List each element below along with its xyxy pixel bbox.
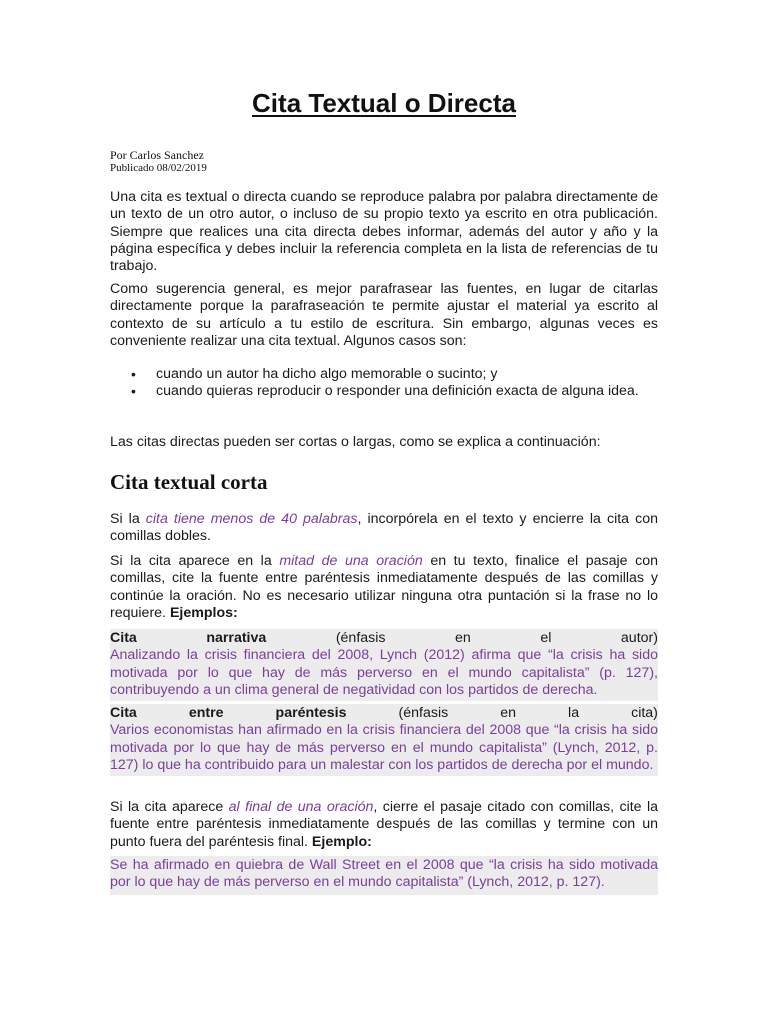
example-label-word: Cita [110, 630, 137, 646]
example-label-word: paréntesis [275, 705, 347, 721]
short-quote-paragraph-1 [110, 511, 658, 546]
example-note-word: el [540, 630, 552, 646]
publish-date: Publicado 08/02/2019 [110, 162, 207, 174]
highlight-text: al final de una oración [228, 799, 374, 815]
highlight-text: mitad de una oración [279, 553, 423, 569]
example-label-word: entre [188, 705, 224, 721]
example-text: Se ha afirmado en quiebra de Wall Street en el 2008 que “la crisis ha sido motivada por lo que hay de más perverso en el mundo capitalista” (Lynch, 2012, p. 127). [110, 857, 658, 891]
example-label-word: Cita [110, 705, 137, 721]
intro-paragraph-1: Una cita es textual o directa cuando se reproduce palabra por palabra directamente de un texto de un otro autor, o incluso de su propio texto ya escrito en otra publicación. Siempre que realices una cita directa debes informar, además del autor y año y la página específica y debes incluir la referencia completa en la lista de referencias de tu trabajo. [110, 189, 658, 275]
page-title: Cita Textual o Directa [252, 88, 516, 118]
example-heading [110, 705, 658, 722]
example-box-parenthetical [110, 704, 658, 776]
short-quote-paragraph-2 [110, 553, 658, 622]
bullet-icon: • [131, 366, 136, 382]
example-note-word: autor) [620, 630, 658, 646]
bold-label: Ejemplos: [169, 604, 238, 621]
example-label-word: narrativa [206, 630, 267, 646]
bullet-icon: • [131, 383, 136, 400]
highlight-text: cita tiene menos de 40 palabras [145, 511, 358, 527]
text-run: Si la [110, 511, 146, 527]
list-item-text: cuando quieras reproducir o responder una definición exacta de alguna idea. [156, 383, 639, 400]
example-note-word: cita) [631, 705, 658, 721]
text-run: , cierre el pasaje citado con comillas, cite la fuente entre paréntesis inmediatamente después de las comillas y termine con un punto fuera del paréntesis final. [110, 799, 659, 850]
intro-paragraph-2: Como sugerencia general, es mejor parafrasear las fuentes, en lugar de citarlas directamente porque la parafraseación te permite ajustar el material ya escrito al contexto de su artículo a tu estilo de escritura. Sin embargo, algunas veces es conveniente realizar una cita textual. Algunos casos son: [110, 281, 658, 349]
example-note-word: la [568, 705, 580, 721]
example-box-narrative [110, 629, 658, 701]
intro-paragraph-3: Las citas directas pueden ser cortas o largas, como se explica a continuación: [110, 434, 601, 450]
example-note-word: en [500, 705, 517, 721]
short-quote-paragraph-3 [110, 799, 658, 851]
bold-label: Ejemplo: [311, 833, 372, 850]
byline [110, 149, 207, 175]
example-heading [110, 630, 658, 647]
list-item-text: cuando un autor ha dicho algo memorable o sucinto; y [156, 366, 498, 382]
list-item [110, 383, 658, 400]
cases-list [110, 366, 658, 401]
example-note-word: en [455, 630, 471, 646]
example-note-word: (énfasis [335, 630, 386, 646]
example-box-end [110, 856, 658, 895]
list-item [110, 366, 658, 383]
text-run: en tu texto, finalice el pasaje con comillas, cite la fuente entre paréntesis inmediatamente después de las comillas y continúe la oración. No es necesario utilizar ninguna otra puntación si la frase no lo requiere. [110, 553, 658, 621]
author-line: Por Carlos Sanchez [110, 148, 204, 162]
example-text: Varios economistas han afirmado en la crisis financiera del 2008 que “la crisis ha sido motivada por lo que hay de más perverso en el mundo capitalista” (Lynch, 2012, p. 127) lo que ha contribuido para un malestar con los partidos de derecha por el mundo. [110, 722, 658, 773]
section-heading: Cita textual corta [110, 470, 268, 494]
text-run: , incorpórela en el texto y encierre la cita con comillas dobles. [110, 511, 658, 545]
example-text: Analizando la crisis financiera del 2008, Lynch (2012) afirma que “la crisis ha sido motivada por lo que hay de más perverso en el mundo capitalista” (p. 127), contribuyendo a un clima general de negatividad con los partidos de derecha. [110, 647, 658, 698]
example-note-word: (énfasis [398, 705, 449, 721]
text-run: Si la cita aparece [110, 799, 229, 815]
text-run: Si la cita aparece en la [110, 553, 280, 569]
